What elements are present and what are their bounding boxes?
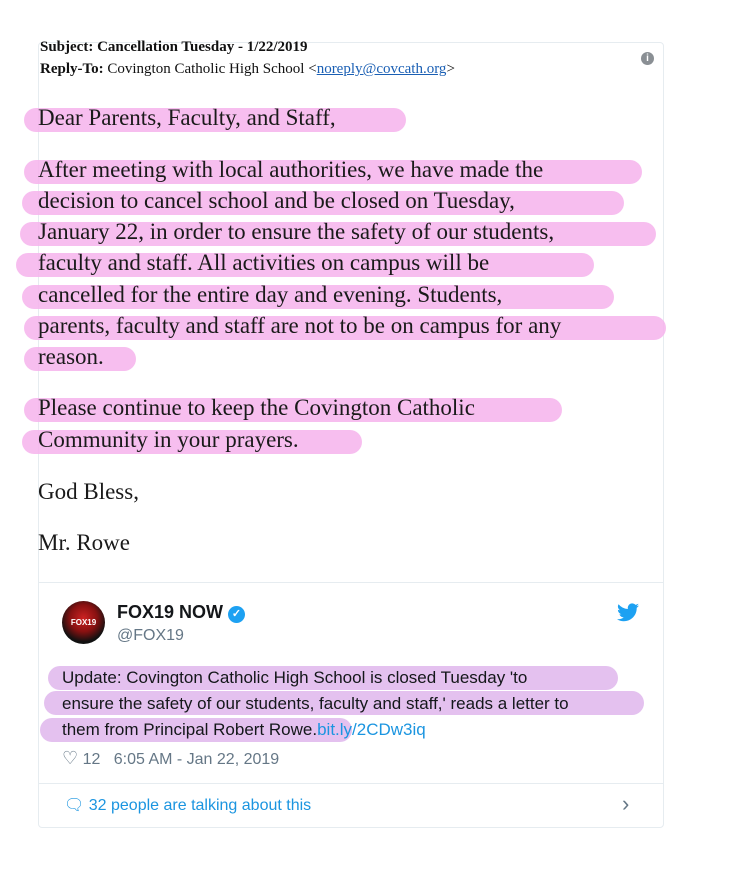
tweet-text-line: ensure the safety of our students, faculty and staff,' reads a letter to xyxy=(62,694,569,713)
email-body-line: faculty and staff. All activities on campus will be xyxy=(38,250,490,275)
tweet-author-name[interactable]: FOX19 NOW ✓ xyxy=(117,602,245,623)
divider xyxy=(39,582,663,583)
tweet-text-line: Update: Covington Catholic High School is closed Tuesday 'to xyxy=(62,668,528,687)
email-body-line: decision to cancel school and be closed on Tuesday, xyxy=(38,188,515,213)
tweet-timestamp[interactable]: 6:05 AM - Jan 22, 2019 xyxy=(113,751,280,768)
email-body-line: reason. xyxy=(38,344,104,369)
email-greeting: Dear Parents, Faculty, and Staff, xyxy=(38,105,336,130)
email-reply-to: Reply-To: Covington Catholic High School <noreply@covcath.org> xyxy=(40,61,455,77)
email-link[interactable]: noreply@covcath.org xyxy=(316,61,447,77)
email-body-line: January 22, in order to ensure the safety of our students, xyxy=(38,219,555,244)
email-body-line: parents, faculty and staff are not to be on campus for any xyxy=(38,313,562,338)
email-subject: Subject: Cancellation Tuesday - 1/22/2019 xyxy=(40,39,308,55)
email-body-line: After meeting with local authorities, we have made the xyxy=(38,157,544,182)
conversation-link[interactable]: 🗨 32 people are talking about this xyxy=(64,797,312,814)
like-heart-icon[interactable]: ♡ xyxy=(62,748,79,768)
twitter-bird-icon[interactable] xyxy=(617,603,639,622)
avatar[interactable]: FOX19 xyxy=(62,601,105,644)
email-body-line: cancelled for the entire day and evening. Students, xyxy=(38,282,503,307)
email-body-line: Please continue to keep the Covington Catholic xyxy=(38,395,475,420)
info-icon[interactable]: i xyxy=(641,52,654,65)
speech-bubble-icon: 🗨 xyxy=(64,797,85,814)
email-body-line: Community in your prayers. xyxy=(38,427,299,452)
tweet-meta xyxy=(62,748,279,769)
divider xyxy=(39,783,663,784)
tweet-text-line: them from Principal Robert Rowe.bit.ly/2CDw3iq xyxy=(62,720,426,739)
chevron-right-icon[interactable]: › xyxy=(622,791,630,816)
email-closing: God Bless, xyxy=(38,479,139,504)
verified-badge-icon: ✓ xyxy=(228,606,245,623)
email-signature: Mr. Rowe xyxy=(38,530,130,555)
tweet-link[interactable]: bit.ly/2CDw3iq xyxy=(317,720,426,739)
like-count[interactable]: 12 xyxy=(82,751,101,768)
tweet-handle[interactable]: @FOX19 xyxy=(117,627,184,644)
